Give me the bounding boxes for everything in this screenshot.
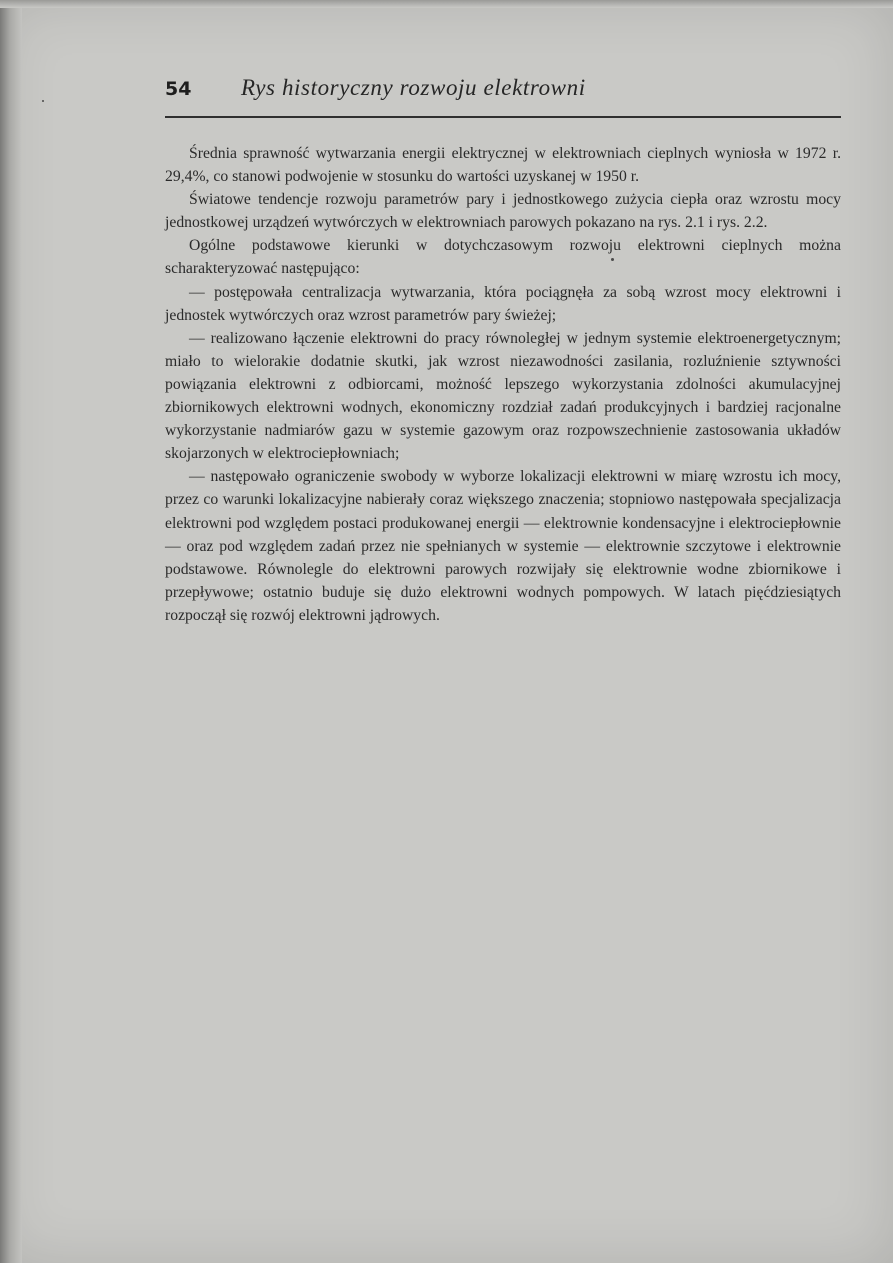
paper-speck [42,100,44,102]
paragraph-localization: — następowało ograniczenie swobody w wyborze lokalizacji elektrowni w miarę wzrostu ich mocy, przez co warunki lokalizacyjne nabierały coraz większego znaczenia; stopniowo następowała specjalizacja elektrowni pod względem postaci produkowanej energii — elektrownie kondensacyjne i elektrociepłownie — oraz pod względem zadań przez nie spełnianych w systemie — elektrownie szczytowe i elektrownie podstawowe. Równolegle do elektrowni parowych rozwijały się elektrownie wodne zbiornikowe i przepływowe; ostatnio buduje się dużo elektrowni wodnych pompowych. W latach pięćdziesiątych rozpoczął się rozwój elektrowni jądrowych. [165,468,841,624]
body-text [165,142,841,627]
paragraph-efficiency: Średnia sprawność wytwarzania energii elektrycznej w elektrowniach cieplnych wyniosła w 1972 r. 29,4%, co stanowi podwojenie w stosunku do wartości uzyskanej w 1950 r. [165,145,841,186]
paragraph-world-trends: Światowe tendencje rozwoju parametrów pary i jednostkowego zużycia ciepła oraz wzrostu mocy jednostkowej urządzeń wytwórczych w elektrowniach parowych pokazano na rys. 2.1 i rys. 2.2. [165,191,841,232]
page-header [165,75,841,108]
page-binding-shadow [0,0,22,1263]
paper-speck [611,258,614,261]
page-number: 54 [165,78,192,100]
paragraph-centralization: — postępowała centralizacja wytwarzania, która pociągnęła za sobą wzrost mocy elektrowni i jednostek wytwórczych oraz wzrost parametrów pary świeżej; [165,283,841,324]
page-top-edge [0,0,893,8]
header-rule [165,116,841,118]
paragraph-parallel-operation: — realizowano łączenie elektrowni do pracy równoległej w jednym systemie elektroenergetycznym; miało to wielorakie dodatnie skutki, jak wzrost niezawodności zasilania, rozluźnienie sztywności powiązania elektrowni z odbiorcami, możność lepszego wykorzystania zdolności akumulacyjnej zbiornikowych elektrowni wodnych, ekonomiczny rozdział zadań produkcyjnych i bardziej racjonalne wykorzystanie nadmiarów gazu w systemie gazowym oraz rozpowszechnienie zastosowania układów skojarzonych w elektrociepłowniach; [165,329,841,463]
paragraph-directions-intro: Ogólne podstawowe kierunki w dotychczasowym rozwoju elektrowni cieplnych można scharakteryzować następująco: [165,237,841,278]
running-title: Rys historyczny rozwoju elektrowni [241,75,586,100]
